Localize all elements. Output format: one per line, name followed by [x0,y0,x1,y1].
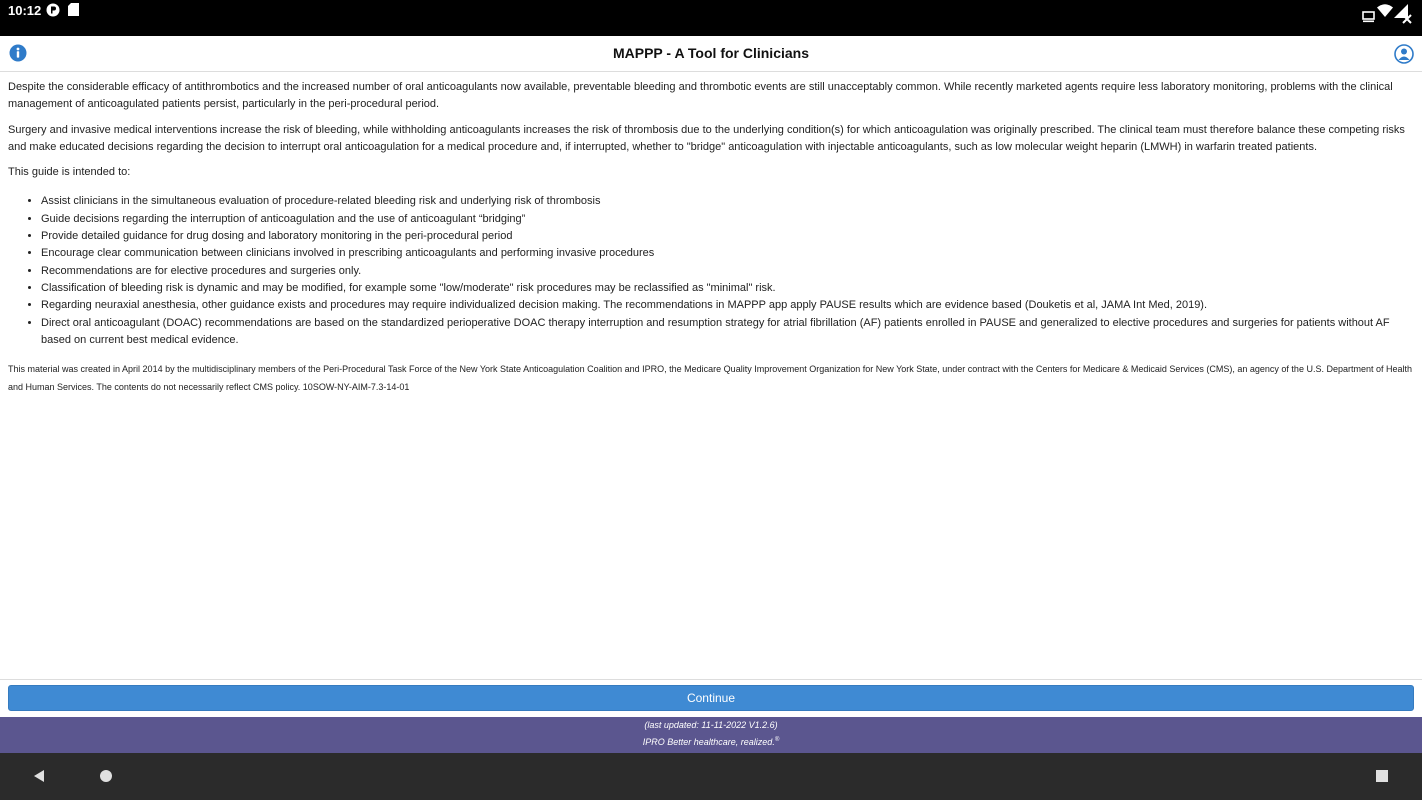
signal-icon [1394,4,1414,29]
list-item: • Recommendations are for elective procedures and surgeries only. [41,263,1414,280]
intro-paragraph: Despite the considerable efficacy of antithrombotics and the increased number of oral anticoagulants now available, preventable bleeding and thrombotic events are still unacceptably common. While recently marketed agents require less laboratory monitoring, problems with the clinical management of anticoagulated patients persist, particularly in the peri-procedural period. [8,81,1393,111]
page-title: MAPPP - A Tool for Clinicians [612,45,809,61]
continue-button[interactable]: Continue [8,685,1414,711]
app-header [0,36,1422,72]
list-item: • Classification of bleeding risk is dynamic and may be modified, for example some "low/moderate" risk procedures may be reclassified as "minimal" risk. [41,280,1414,297]
notification-icon [46,3,60,22]
last-updated-text: (last updated: 11-11-2022 V1.2.6) [644,720,778,730]
divider [0,679,1422,680]
disclaimer-footnote: This material was created in April 2014 by the multidisciplinary members of the Peri-Procedural Task Force of the New York State Anticoagulation Coalition and IPRO, the Medicare Quality Improvement Organization for New York State, under contract with the Centers for Medicare & Medicaid Services (CMS), an agency of the U.S. Department of Health and Human Services. The contents do not necessarily reflect CMS policy. 10SOW-NY-AIM-7.3-14-01 [8,364,1412,392]
system-nav-bar [0,753,1422,800]
user-icon[interactable] [1394,44,1414,64]
home-circle-icon[interactable] [99,769,115,785]
status-time: 10:12 [8,3,42,18]
list-item: • Assist clinicians in the simultaneous evaluation of procedure-related bleeding risk and underlying risk of thrombosis [41,193,1414,210]
sd-card-icon [68,3,79,21]
intro-lead: This guide is intended to: [8,166,131,179]
footer-tagline [0,737,1422,747]
list-item: • Provide detailed guidance for drug dosing and laboratory monitoring in the peri-procedural period [41,228,1414,245]
cast-icon [1362,10,1375,28]
tagline-text: IPRO Better healthcare, realized. [642,737,775,747]
list-item: • Encourage clear communication between clinicians involved in prescribing anticoagulants and performing invasive procedures [41,245,1414,262]
intro-paragraph: Surgery and invasive medical interventions increase the risk of bleeding, while withholding anticoagulants increases the risk of thrombosis due to the underlying condition(s) for which anticoagulation was originally prescribed. The clinical team must therefore balance these competing risks and make educated decisions regarding the decision to interrupt oral anticoagulation for a medical procedure and, if interrupted, whether to "bridge" anticoagulation with injectable anticoagulants, such as low molecular weight heparin (LMWH) in warfarin treated patients. [8,123,1405,153]
app-footer [0,717,1422,753]
status-bar [0,0,1422,36]
intro-content [8,79,1414,404]
list-item: • Regarding neuraxial anesthesia, other guidance exists and procedures may require individualized decision making. The recommendations in MAPPP app apply PAUSE results which are evidence based (Douketis et al, JAMA Int Med, 2019). [41,297,1414,314]
wifi-icon [1377,4,1393,22]
list-item: • Direct oral anticoagulant (DOAC) recommendations are based on the standardized perioperative DOAC therapy interruption and resumption strategy for atrial fibrillation (AF) patients enrolled in PAUSE and generalized to elective procedures and surgeries for patients without AF based on current best medical evidence. [41,315,1414,350]
list-item: • Guide decisions regarding the interruption of anticoagulation and the use of anticoagulant “bridging” [41,211,1414,228]
back-triangle-icon[interactable] [32,769,48,785]
guide-purpose-list [41,193,1414,349]
registered-mark: ® [774,737,780,743]
recents-square-icon[interactable] [1375,769,1391,785]
